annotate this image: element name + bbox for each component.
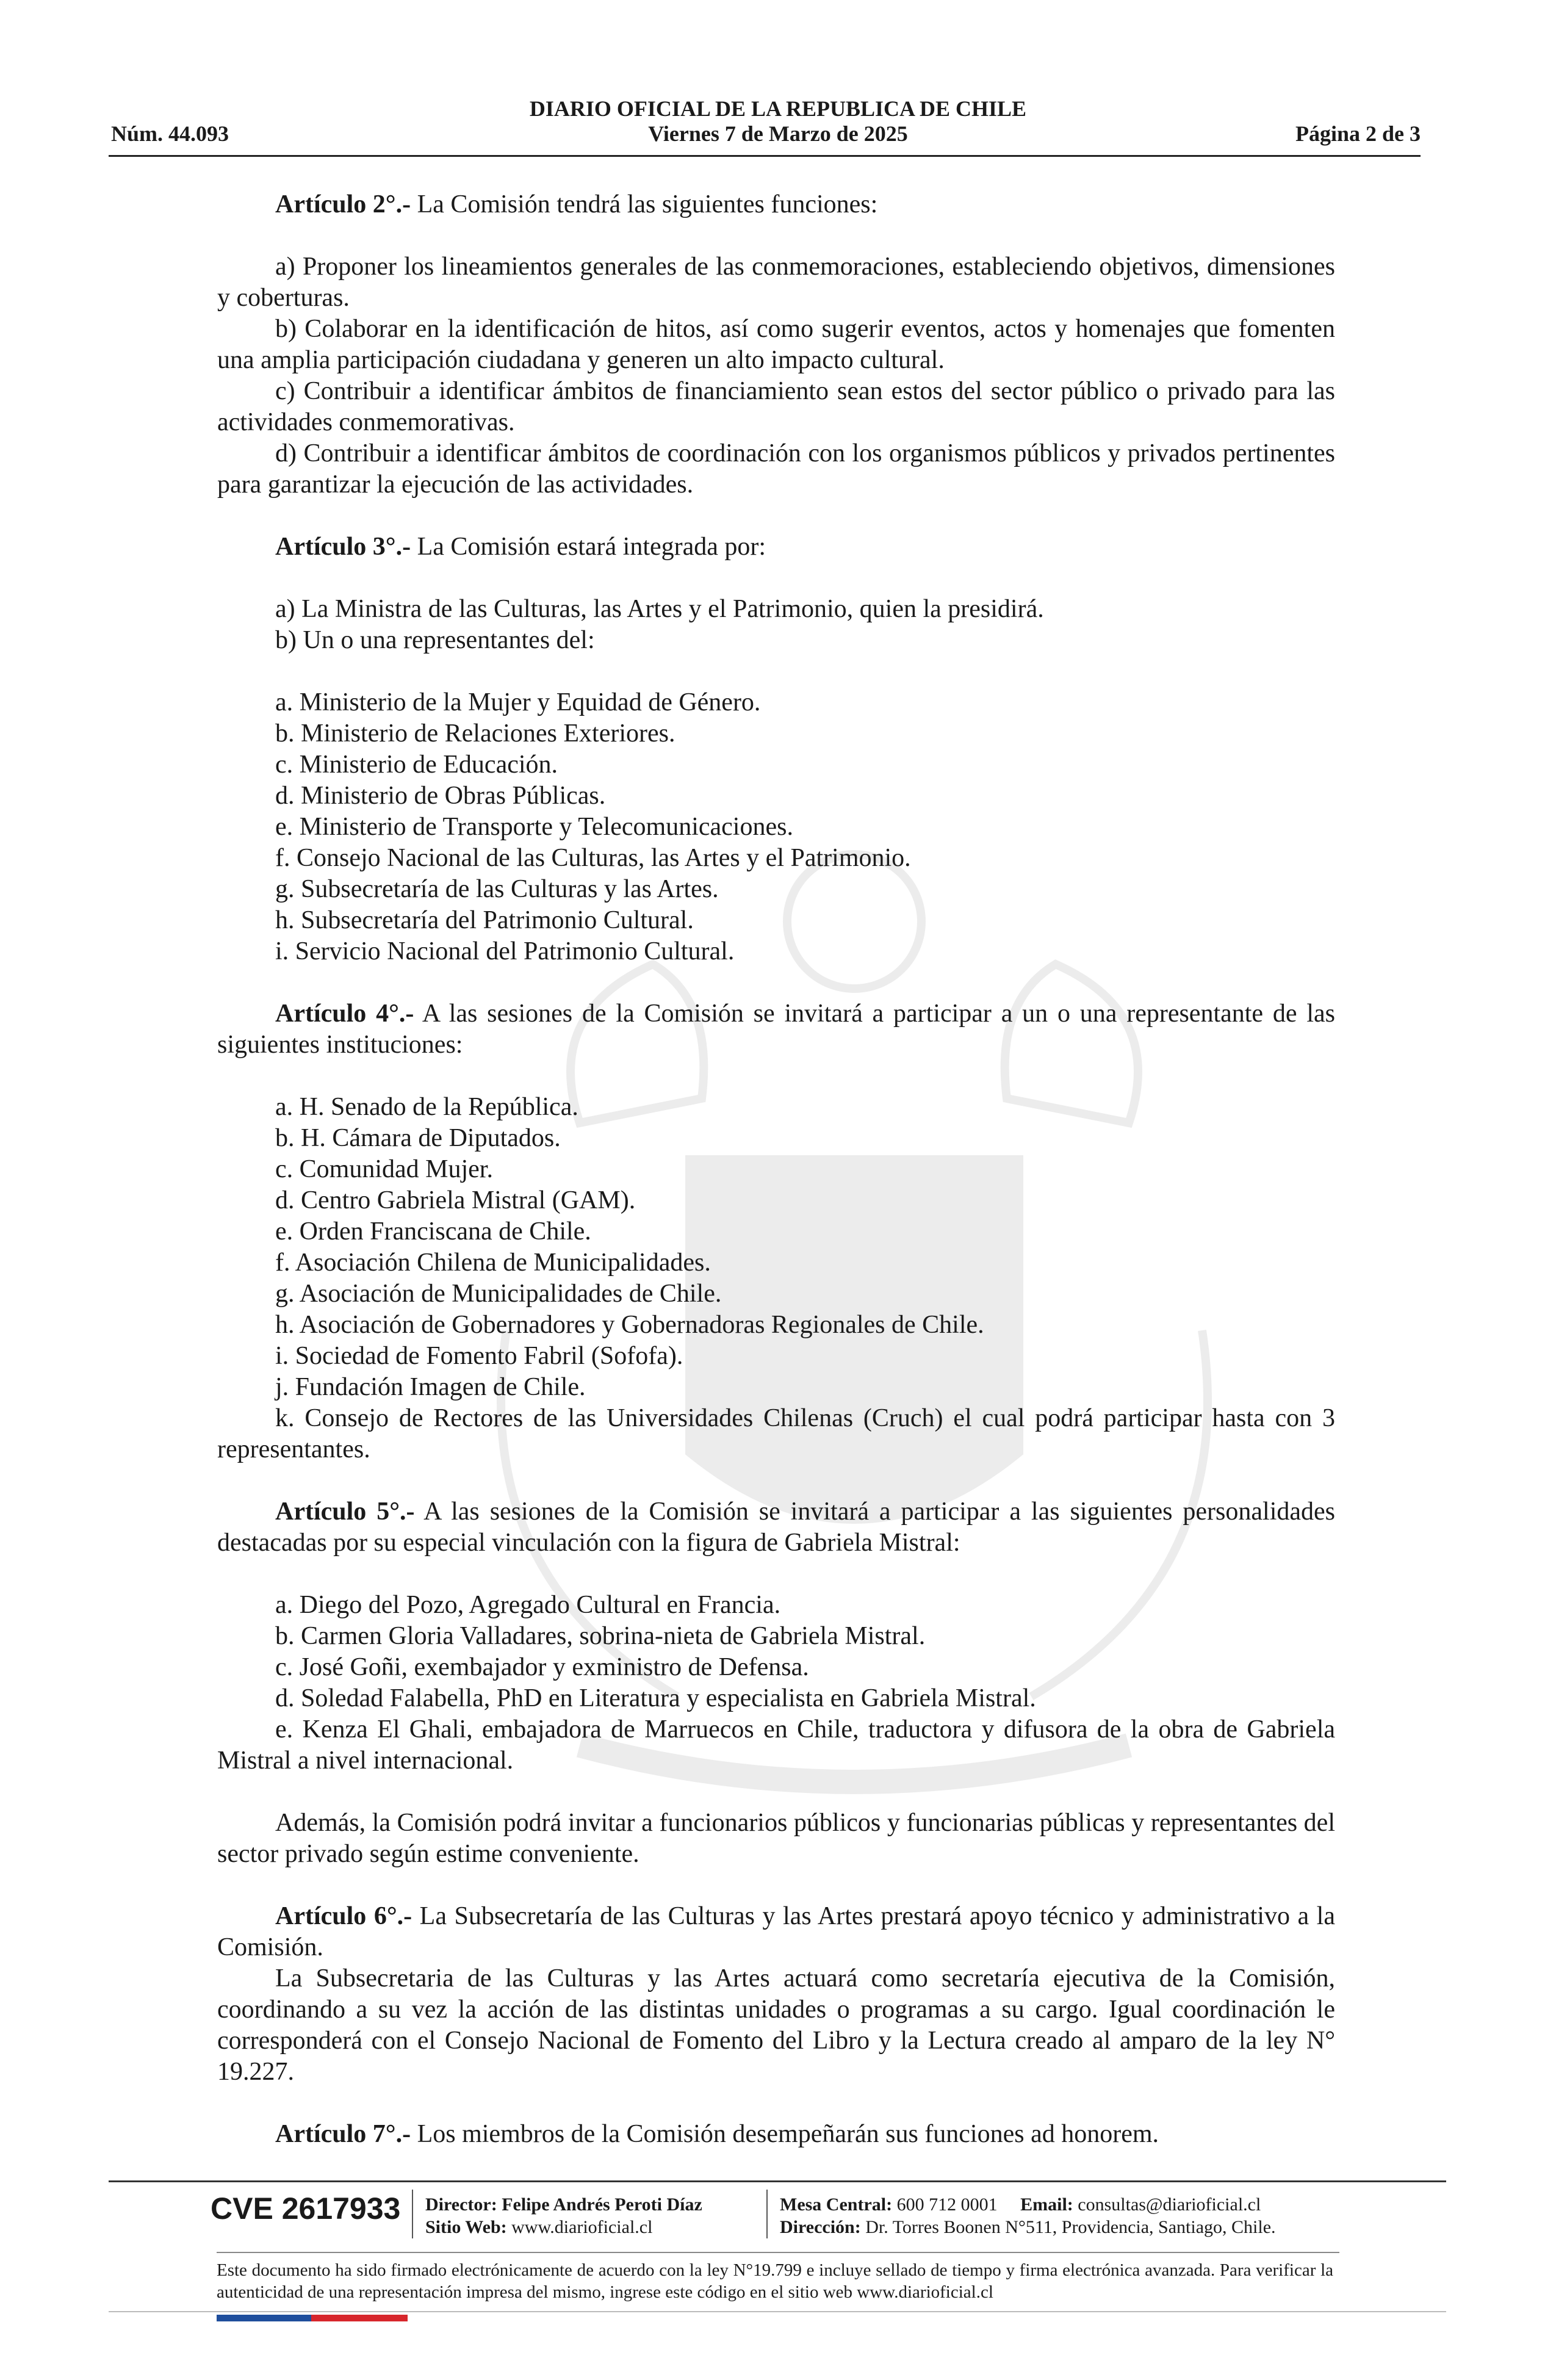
- flag-stripe-blue: [217, 2315, 311, 2321]
- list-item: k. Consejo de Rectores de las Universidades Chilenas (Cruch) el cual podrá participar hasta con 3 representantes.: [217, 1404, 1335, 1463]
- director-name: Felipe Andrés Peroti Díaz: [502, 2194, 702, 2215]
- list-item: h. Subsecretaría del Patrimonio Cultural.: [275, 906, 694, 934]
- article-2-heading: [217, 189, 1335, 220]
- list-item: e. Ministerio de Transporte y Telecomunicaciones.: [275, 813, 793, 841]
- list-item: b) Colaborar en la identificación de hitos, así como sugerir eventos, actos y homenajes que fomenten una amplia participación ciudadana y generen un alto impacto cultural.: [217, 315, 1335, 374]
- list-item: g. Asociación de Municipalidades de Chile.: [275, 1280, 722, 1308]
- list-item: b. Carmen Gloria Valladares, sobrina-nieta de Gabriela Mistral.: [275, 1622, 926, 1650]
- cve-code: CVE 2617933: [211, 2191, 401, 2226]
- document-body: [217, 189, 1335, 2150]
- address-label: Dirección:: [780, 2217, 861, 2237]
- article-7-heading: [217, 2119, 1335, 2150]
- list-item: i. Sociedad de Fomento Fabril (Sofofa).: [275, 1342, 683, 1370]
- footer-director-block: [425, 2193, 702, 2238]
- article-5-additional: Además, la Comisión podrá invitar a funcionarios públicos y funcionarias públicas y representantes del sector privado según estime conveniente.: [217, 1809, 1335, 1868]
- email-label: Email:: [1020, 2194, 1073, 2215]
- list-item: g. Subsecretaría de las Culturas y las Artes.: [275, 875, 719, 903]
- article-label: Artículo 7°.-: [275, 2120, 411, 2148]
- legal-notice: Este documento ha sido firmado electrónicamente de acuerdo con la ley N°19.799 e incluye sellado de tiempo y firma electrónica avanzada. Para verificar la autenticidad de una representación impresa del mismo, ingrese este código en el sitio web www.diarioficial.cl: [217, 2260, 1333, 2302]
- article-text: A las sesiones de la Comisión se invitará a participar a las siguientes personalidades destacadas por su especial vinculación con la figura de Gabriela Mistral:: [217, 1498, 1335, 1557]
- footer-contact-block: [780, 2193, 1276, 2238]
- list-item: c. José Goñi, exembajador y exministro de Defensa.: [275, 1653, 809, 1681]
- header-divider: [109, 155, 1421, 157]
- list-item: b. Ministerio de Relaciones Exteriores.: [275, 719, 675, 748]
- gazette-title: DIARIO OFICIAL DE LA REPUBLICA DE CHILE: [529, 96, 1027, 121]
- article-text: La Comisión tendrá las siguientes funciones:: [411, 190, 878, 218]
- footer-inner-divider: [217, 2252, 1339, 2253]
- address-value: Dr. Torres Boonen N°511, Providencia, Santiago, Chile.: [865, 2217, 1276, 2237]
- list-item: d. Centro Gabriela Mistral (GAM).: [275, 1186, 636, 1214]
- article-label: Artículo 4°.-: [275, 1000, 414, 1028]
- list-item: c. Comunidad Mujer.: [275, 1155, 493, 1183]
- article-text: La Comisión estará integrada por:: [411, 533, 766, 561]
- article-label: Artículo 6°.-: [275, 1902, 412, 1930]
- issue-number: Núm. 44.093: [111, 121, 229, 146]
- list-item: j. Fundación Imagen de Chile.: [275, 1373, 586, 1401]
- list-item: a) La Ministra de las Culturas, las Artes y el Patrimonio, quien la presidirá.: [275, 595, 1044, 623]
- list-item: b. H. Cámara de Diputados.: [275, 1124, 561, 1152]
- list-item: b) Un o una representantes del:: [275, 626, 595, 654]
- list-item: a. Ministerio de la Mujer y Equidad de Género.: [275, 688, 761, 716]
- list-item: a. Diego del Pozo, Agregado Cultural en Francia.: [275, 1591, 781, 1619]
- article-6-heading: [217, 1901, 1335, 1963]
- mesa-phone: 600 712 0001: [896, 2194, 998, 2215]
- list-item: c. Ministerio de Educación.: [275, 751, 558, 779]
- page-indicator: Página 2 de 3: [1295, 121, 1421, 146]
- article-label: Artículo 3°.-: [275, 533, 411, 561]
- footer-bottom-divider: [109, 2311, 1446, 2312]
- article-text: Los miembros de la Comisión desempeñarán sus funciones ad honorem.: [411, 2120, 1159, 2148]
- article-6-paragraph: La Subsecretaria de las Culturas y las Artes actuará como secretaría ejecutiva de la Comisión, coordinando a su vez la acción de las distintas unidades o programas a su cargo. Igual coordinación le corresponderá con el Consejo Nacional de Fomento del Libro y la Lectura creado al amparo de la ley N° 19.227.: [217, 1964, 1335, 2086]
- list-item: i. Servicio Nacional del Patrimonio Cultural.: [275, 937, 735, 965]
- flag-stripe-red: [311, 2315, 408, 2321]
- article-4-heading: [217, 998, 1335, 1061]
- site-label: Sitio Web:: [425, 2217, 507, 2237]
- article-label: Artículo 5°.-: [275, 1498, 415, 1526]
- footer-divider: [109, 2180, 1446, 2182]
- list-item: h. Asociación de Gobernadores y Gobernadoras Regionales de Chile.: [275, 1311, 984, 1339]
- article-label: Artículo 2°.-: [275, 190, 411, 218]
- list-item: a) Proponer los lineamientos generales de las conmemoraciones, estableciendo objetivos, dimensiones y coberturas.: [217, 253, 1335, 312]
- issue-date: Viernes 7 de Marzo de 2025: [648, 121, 908, 146]
- list-item: d. Soledad Falabella, PhD en Literatura y especialista en Gabriela Mistral.: [275, 1684, 1036, 1712]
- list-item: e. Kenza El Ghali, embajadora de Marruecos en Chile, traductora y difusora de la obra de Gabriela Mistral a nivel internacional.: [217, 1715, 1335, 1775]
- list-item: a. H. Senado de la República.: [275, 1093, 578, 1121]
- list-item: f. Consejo Nacional de las Culturas, las Artes y el Patrimonio.: [275, 844, 911, 872]
- list-item: d) Contribuir a identificar ámbitos de coordinación con los organismos públicos y privados pertinentes para garantizar la ejecución de las actividades.: [217, 439, 1335, 499]
- article-text: A las sesiones de la Comisión se invitará a participar a un o una representante de las siguientes instituciones:: [217, 1000, 1335, 1059]
- director-label: Director:: [425, 2194, 497, 2215]
- list-item: e. Orden Franciscana de Chile.: [275, 1217, 591, 1246]
- site-link[interactable]: www.diarioficial.cl: [511, 2217, 653, 2237]
- email-link[interactable]: consultas@diarioficial.cl: [1078, 2194, 1261, 2215]
- article-5-heading: [217, 1496, 1335, 1559]
- article-3-heading: [217, 532, 1335, 563]
- list-item: c) Contribuir a identificar ámbitos de financiamiento sean estos del sector público o privado para las actividades conmemorativas.: [217, 377, 1335, 436]
- footer-separator: [412, 2190, 413, 2238]
- list-item: f. Asociación Chilena de Municipalidades.: [275, 1249, 711, 1277]
- mesa-label: Mesa Central:: [780, 2194, 893, 2215]
- footer-separator: [766, 2190, 768, 2238]
- article-text: La Subsecretaría de las Culturas y las Artes prestará apoyo técnico y administrativo a la Comisión.: [217, 1902, 1335, 1961]
- list-item: d. Ministerio de Obras Públicas.: [275, 782, 606, 810]
